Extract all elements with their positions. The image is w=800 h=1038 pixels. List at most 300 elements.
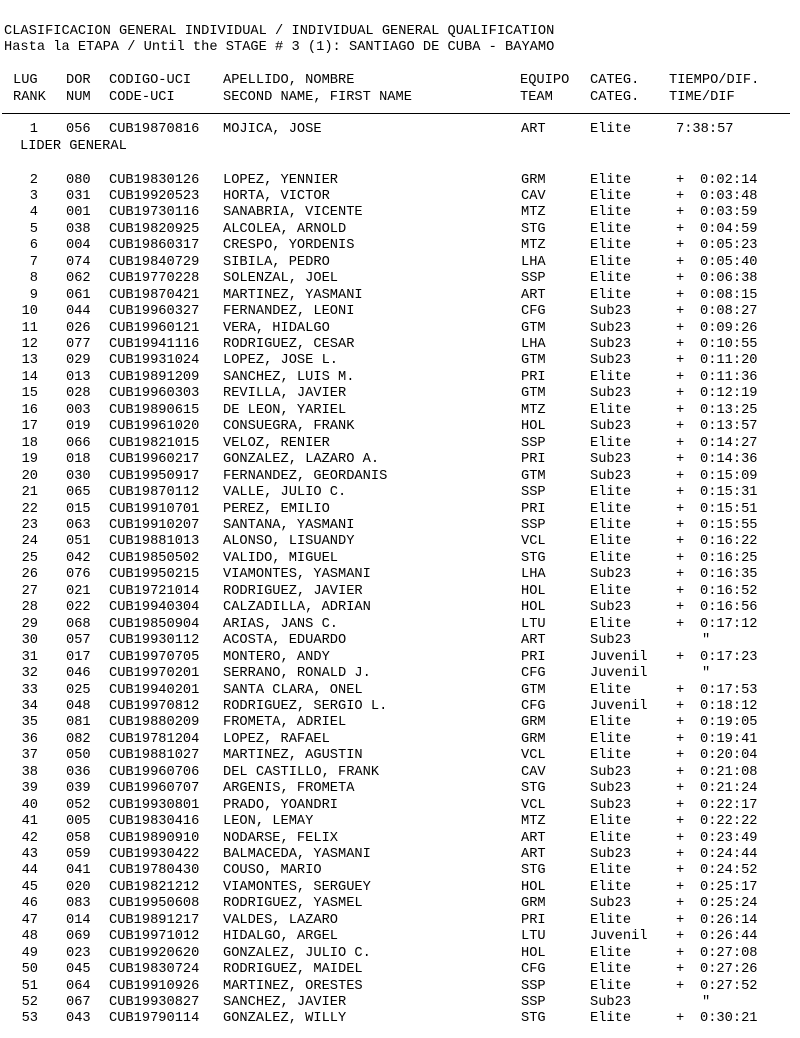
table-row xyxy=(0,452,800,468)
category-cell: Elite xyxy=(590,238,632,254)
code-cell: CUB19960121 xyxy=(109,320,200,336)
name-cell: VELOZ, RENIER xyxy=(223,435,330,451)
code-cell: CUB19910926 xyxy=(109,978,200,994)
code-cell: CUB19830126 xyxy=(109,172,200,188)
stage-subtitle: Hasta la ETAPA / Until the STAGE # 3 (1): SANTIAGO DE CUBA - BAYAMO xyxy=(4,40,555,55)
name-cell: RODRIGUEZ, CESAR xyxy=(223,337,355,352)
diff-sign: + xyxy=(676,254,685,270)
dor-cell: 063 xyxy=(66,518,91,533)
diff-sign: + xyxy=(676,550,685,566)
time-cell: 0:18:12 xyxy=(700,698,758,714)
team-cell: MTZ xyxy=(521,205,546,221)
dor-cell: 023 xyxy=(66,945,91,961)
col-rank-es: LUG xyxy=(13,73,38,88)
code-cell: CUB19941116 xyxy=(109,337,200,352)
code-cell: CUB19960327 xyxy=(109,304,200,320)
name-cell: GONZALEZ, LAZARO A. xyxy=(223,452,380,468)
code-cell: CUB19891217 xyxy=(109,912,200,928)
time-cell: 0:03:48 xyxy=(700,188,758,204)
rank-cell: 51 xyxy=(21,978,38,994)
table-row xyxy=(0,1011,800,1027)
table-row xyxy=(0,715,800,731)
category-cell: Sub23 xyxy=(590,468,632,484)
rank-cell: 19 xyxy=(21,452,38,468)
diff-sign: + xyxy=(676,337,685,352)
dor-cell: 064 xyxy=(66,978,91,994)
name-cell: VIAMONTES, YASMANI xyxy=(223,567,371,583)
dor-cell: 001 xyxy=(66,205,91,221)
rank-cell: 4 xyxy=(29,205,38,221)
table-row xyxy=(0,485,800,501)
diff-sign: + xyxy=(676,238,685,254)
category-cell: Juvenil xyxy=(590,929,648,945)
rank-cell: 23 xyxy=(21,518,38,533)
time-cell: 0:17:23 xyxy=(700,649,758,665)
name-cell: PEREZ, EMILIO xyxy=(223,501,330,517)
category-cell: Sub23 xyxy=(590,567,632,583)
team-cell: PRI xyxy=(521,912,546,928)
table-row xyxy=(0,781,800,797)
name-cell: MARTINEZ, ORESTES xyxy=(223,978,363,994)
rank-cell: 26 xyxy=(21,567,38,583)
table-row xyxy=(0,222,800,238)
rank-cell: 12 xyxy=(21,337,38,352)
code-cell: CUB19850502 xyxy=(109,550,200,566)
name-cell: VERA, HIDALGO xyxy=(223,320,330,336)
category-cell: Elite xyxy=(590,682,632,698)
dor-cell: 021 xyxy=(66,583,91,599)
code-cell: CUB19891209 xyxy=(109,369,200,385)
dor-cell: 029 xyxy=(66,353,91,369)
name-cell: SOLENZAL, JOEL xyxy=(223,271,338,287)
rank-cell: 17 xyxy=(21,419,38,435)
name-cell: SERRANO, RONALD J. xyxy=(223,666,371,681)
code-cell: CUB19950215 xyxy=(109,567,200,583)
category-cell: Sub23 xyxy=(590,600,632,616)
category-cell: Elite xyxy=(590,962,632,978)
code-cell: CUB19890615 xyxy=(109,402,200,418)
dor-cell: 066 xyxy=(66,435,91,451)
name-cell: CONSUEGRA, FRANK xyxy=(223,419,355,435)
diff-sign: + xyxy=(676,797,685,813)
name-cell: MOJICA, JOSE xyxy=(223,122,322,137)
rank-cell: 16 xyxy=(21,402,38,418)
col-cat-en: CATEG. xyxy=(590,90,640,105)
name-cell: COUSO, MARIO xyxy=(223,863,322,879)
rank-cell: 11 xyxy=(21,320,38,336)
col-cat-es: CATEG. xyxy=(590,73,640,88)
diff-sign: + xyxy=(676,863,685,879)
time-cell: 7:38:57 xyxy=(676,122,734,137)
code-cell: CUB19950917 xyxy=(109,468,200,484)
diff-sign: + xyxy=(676,682,685,698)
code-cell: CUB19930112 xyxy=(109,633,200,649)
code-cell: CUB19881027 xyxy=(109,748,200,764)
category-cell: Sub23 xyxy=(590,304,632,320)
category-cell: Sub23 xyxy=(590,764,632,780)
code-cell: CUB19721014 xyxy=(109,583,200,599)
table-row xyxy=(0,913,800,929)
code-cell: CUB19840729 xyxy=(109,254,200,270)
time-cell: 0:25:24 xyxy=(700,896,758,912)
col-name-es: APELLIDO, NOMBRE xyxy=(223,73,355,88)
code-cell: CUB19970812 xyxy=(109,698,200,714)
table-row xyxy=(0,255,800,271)
dor-cell: 028 xyxy=(66,386,91,402)
code-cell: CUB19870816 xyxy=(109,122,200,137)
diff-sign: + xyxy=(676,435,685,451)
table-row xyxy=(0,617,800,633)
diff-sign: + xyxy=(676,567,685,583)
category-cell: Sub23 xyxy=(590,337,632,352)
dor-cell: 048 xyxy=(66,698,91,714)
name-cell: ARGENIS, FROMETA xyxy=(223,781,355,797)
rank-cell: 27 xyxy=(21,583,38,599)
team-cell: STG xyxy=(521,781,546,797)
team-cell: ART xyxy=(521,633,546,649)
code-cell: CUB19830416 xyxy=(109,814,200,829)
name-cell: VALLE, JULIO C. xyxy=(223,485,347,501)
table-row xyxy=(0,534,800,550)
team-cell: MTZ xyxy=(521,238,546,254)
rank-cell: 45 xyxy=(21,879,38,895)
dor-cell: 042 xyxy=(66,550,91,566)
team-cell: LTU xyxy=(521,929,546,945)
table-row xyxy=(0,831,800,847)
category-cell: Elite xyxy=(590,879,632,895)
dor-cell: 061 xyxy=(66,287,91,303)
table-row xyxy=(0,633,800,649)
name-cell: SANTA CLARA, ONEL xyxy=(223,682,363,698)
table-row xyxy=(0,600,800,616)
rank-cell: 53 xyxy=(21,1011,38,1027)
team-cell: MTZ xyxy=(521,402,546,418)
diff-sign: + xyxy=(676,781,685,797)
col-rank-en: RANK xyxy=(13,90,46,105)
diff-sign: + xyxy=(676,386,685,402)
rank-cell: 2 xyxy=(29,172,38,188)
category-cell: Sub23 xyxy=(590,633,632,649)
rank-cell: 29 xyxy=(21,616,38,632)
code-cell: CUB19860317 xyxy=(109,238,200,254)
rank-cell: 49 xyxy=(21,945,38,961)
diff-sign: + xyxy=(676,353,685,369)
code-cell: CUB19781204 xyxy=(109,731,200,747)
time-cell: 0:21:24 xyxy=(700,781,758,797)
name-cell: CALZADILLA, ADRIAN xyxy=(223,600,371,616)
table-row xyxy=(0,880,800,896)
col-team-es: EQUIPO xyxy=(520,73,570,88)
diff-sign: + xyxy=(676,320,685,336)
name-cell: FERNANDEZ, LEONI xyxy=(223,304,355,320)
diff-sign: + xyxy=(676,616,685,632)
table-row xyxy=(0,189,800,205)
name-cell: VIAMONTES, SERGUEY xyxy=(223,879,371,895)
rank-cell: 22 xyxy=(21,501,38,517)
dor-cell: 067 xyxy=(66,995,91,1010)
team-cell: VCL xyxy=(521,534,546,550)
name-cell: LEON, LEMAY xyxy=(223,814,314,829)
rank-cell: 24 xyxy=(21,534,38,550)
category-cell: Sub23 xyxy=(590,896,632,912)
dor-cell: 020 xyxy=(66,879,91,895)
team-cell: LTU xyxy=(521,616,546,632)
team-cell: HOL xyxy=(521,879,546,895)
team-cell: ART xyxy=(521,846,546,862)
team-cell: SSP xyxy=(521,518,546,533)
rank-cell: 6 xyxy=(29,238,38,254)
category-cell: Sub23 xyxy=(590,995,632,1010)
name-cell: HIDALGO, ARGEL xyxy=(223,929,338,945)
diff-sign: + xyxy=(676,287,685,303)
team-cell: PRI xyxy=(521,452,546,468)
category-cell: Elite xyxy=(590,534,632,550)
name-cell: RODRIGUEZ, JAVIER xyxy=(223,583,363,599)
table-row xyxy=(0,304,800,320)
dor-cell: 057 xyxy=(66,633,91,649)
dor-cell: 043 xyxy=(66,1011,91,1027)
rank-cell: 31 xyxy=(21,649,38,665)
rank-cell: 28 xyxy=(21,600,38,616)
team-cell: CFG xyxy=(521,698,546,714)
team-cell: STG xyxy=(521,221,546,237)
time-cell: " xyxy=(702,633,711,649)
time-cell: 0:13:25 xyxy=(700,402,758,418)
time-cell: 0:22:17 xyxy=(700,797,758,813)
team-cell: LHA xyxy=(521,567,546,583)
table-row xyxy=(0,353,800,369)
time-cell: 0:16:56 xyxy=(700,600,758,616)
category-cell: Elite xyxy=(590,435,632,451)
rank-cell: 47 xyxy=(21,912,38,928)
team-cell: GRM xyxy=(521,172,546,188)
name-cell: VALIDO, MIGUEL xyxy=(223,550,338,566)
time-cell: 0:20:04 xyxy=(700,748,758,764)
code-cell: CUB19821015 xyxy=(109,435,200,451)
diff-sign: + xyxy=(676,1011,685,1027)
rank-cell: 41 xyxy=(21,814,38,829)
time-cell: 0:15:55 xyxy=(700,518,758,533)
rank-cell: 13 xyxy=(21,353,38,369)
dor-cell: 056 xyxy=(66,122,91,137)
time-cell: 0:15:31 xyxy=(700,485,758,501)
dor-cell: 015 xyxy=(66,501,91,517)
code-cell: CUB19920620 xyxy=(109,945,200,961)
category-cell: Sub23 xyxy=(590,386,632,402)
time-cell: 0:14:36 xyxy=(700,452,758,468)
table-row xyxy=(0,403,800,419)
team-cell: SSP xyxy=(521,995,546,1010)
category-cell: Elite xyxy=(590,550,632,566)
table-row xyxy=(0,666,800,682)
code-cell: CUB19780430 xyxy=(109,863,200,879)
rank-cell: 15 xyxy=(21,386,38,402)
table-row xyxy=(0,896,800,912)
time-cell: 0:11:36 xyxy=(700,369,758,385)
team-cell: VCL xyxy=(521,797,546,813)
team-cell: GRM xyxy=(521,715,546,731)
category-cell: Elite xyxy=(590,205,632,221)
diff-sign: + xyxy=(676,748,685,764)
diff-sign: + xyxy=(676,534,685,550)
rank-cell: 35 xyxy=(21,715,38,731)
rank-cell: 20 xyxy=(21,468,38,484)
rank-cell: 14 xyxy=(21,369,38,385)
col-time-en: TIME/DIF xyxy=(669,90,735,105)
dor-cell: 030 xyxy=(66,468,91,484)
code-cell: CUB19870112 xyxy=(109,485,200,501)
name-cell: PRADO, YOANDRI xyxy=(223,797,338,813)
name-cell: BALMACEDA, YASMANI xyxy=(223,846,371,862)
code-cell: CUB19910207 xyxy=(109,518,200,533)
table-row xyxy=(0,814,800,830)
dor-cell: 026 xyxy=(66,320,91,336)
category-cell: Sub23 xyxy=(590,797,632,813)
team-cell: SSP xyxy=(521,485,546,501)
category-cell: Sub23 xyxy=(590,781,632,797)
time-cell: 0:27:08 xyxy=(700,945,758,961)
code-cell: CUB19730116 xyxy=(109,205,200,221)
table-row xyxy=(0,271,800,287)
team-cell: CFG xyxy=(521,962,546,978)
col-code-es: CODIGO-UCI xyxy=(109,73,192,88)
time-cell: 0:15:09 xyxy=(700,468,758,484)
category-cell: Elite xyxy=(590,945,632,961)
code-cell: CUB19961020 xyxy=(109,419,200,435)
team-cell: GTM xyxy=(521,468,546,484)
category-cell: Elite xyxy=(590,715,632,731)
time-cell: 0:16:52 xyxy=(700,583,758,599)
team-cell: HOL xyxy=(521,419,546,435)
code-cell: CUB19931024 xyxy=(109,353,200,369)
time-cell: " xyxy=(702,995,711,1010)
diff-sign: + xyxy=(676,945,685,961)
rank-cell: 7 xyxy=(29,254,38,270)
name-cell: LOPEZ, RAFAEL xyxy=(223,731,330,747)
time-cell: 0:22:22 xyxy=(700,814,758,829)
team-cell: CAV xyxy=(521,764,546,780)
time-cell: 0:27:26 xyxy=(700,962,758,978)
rank-cell: 10 xyxy=(21,304,38,320)
rank-cell: 33 xyxy=(21,682,38,698)
dor-cell: 052 xyxy=(66,797,91,813)
category-cell: Elite xyxy=(590,616,632,632)
name-cell: SANCHEZ, JAVIER xyxy=(223,995,347,1010)
table-row xyxy=(0,979,800,995)
team-cell: GTM xyxy=(521,353,546,369)
time-cell: 0:13:57 xyxy=(700,419,758,435)
time-cell: 0:08:27 xyxy=(700,304,758,320)
code-cell: CUB19920523 xyxy=(109,188,200,204)
name-cell: ARIAS, JANS C. xyxy=(223,616,338,632)
name-cell: RODRIGUEZ, YASMEL xyxy=(223,896,363,912)
time-cell: 0:04:59 xyxy=(700,221,758,237)
diff-sign: + xyxy=(676,912,685,928)
team-cell: HOL xyxy=(521,600,546,616)
time-cell: 0:17:53 xyxy=(700,682,758,698)
code-cell: CUB19940201 xyxy=(109,682,200,698)
rank-cell: 9 xyxy=(29,287,38,303)
code-cell: CUB19830724 xyxy=(109,962,200,978)
team-cell: HOL xyxy=(521,583,546,599)
rank-cell: 48 xyxy=(21,929,38,945)
table-row xyxy=(0,962,800,978)
name-cell: SANABRIA, VICENTE xyxy=(223,205,363,221)
diff-sign: + xyxy=(676,731,685,747)
time-cell: 0:05:40 xyxy=(700,254,758,270)
table-row xyxy=(0,551,800,567)
diff-sign: + xyxy=(676,188,685,204)
category-cell: Elite xyxy=(590,731,632,747)
time-cell: 0:23:49 xyxy=(700,830,758,846)
category-cell: Elite xyxy=(590,221,632,237)
category-cell: Elite xyxy=(590,271,632,287)
category-cell: Elite xyxy=(590,1011,632,1027)
rank-cell: 46 xyxy=(21,896,38,912)
table-row xyxy=(0,370,800,386)
col-code-en: CODE-UCI xyxy=(109,90,175,105)
team-cell: SSP xyxy=(521,978,546,994)
rank-cell: 30 xyxy=(21,633,38,649)
table-row xyxy=(0,122,800,138)
diff-sign: + xyxy=(676,600,685,616)
category-cell: Juvenil xyxy=(590,666,648,681)
table-row xyxy=(0,238,800,254)
dor-cell: 004 xyxy=(66,238,91,254)
code-cell: CUB19821212 xyxy=(109,879,200,895)
category-cell: Sub23 xyxy=(590,320,632,336)
table-row xyxy=(0,748,800,764)
name-cell: MARTINEZ, AGUSTIN xyxy=(223,748,363,764)
table-row xyxy=(0,847,800,863)
diff-sign: + xyxy=(676,172,685,188)
name-cell: ACOSTA, EDUARDO xyxy=(223,633,347,649)
dor-cell: 077 xyxy=(66,337,91,352)
dor-cell: 045 xyxy=(66,962,91,978)
name-cell: FROMETA, ADRIEL xyxy=(223,715,347,731)
name-cell: CRESPO, YORDENIS xyxy=(223,238,355,254)
dor-cell: 076 xyxy=(66,567,91,583)
code-cell: CUB19960706 xyxy=(109,764,200,780)
rank-cell: 38 xyxy=(21,764,38,780)
category-cell: Sub23 xyxy=(590,353,632,369)
table-row xyxy=(0,946,800,962)
dor-cell: 050 xyxy=(66,748,91,764)
team-cell: STG xyxy=(521,863,546,879)
table-row xyxy=(0,765,800,781)
name-cell: GONZALEZ, JULIO C. xyxy=(223,945,371,961)
diff-sign: + xyxy=(676,698,685,714)
dor-cell: 080 xyxy=(66,172,91,188)
table-row xyxy=(0,863,800,879)
col-dor-en: NUM xyxy=(66,90,91,105)
diff-sign: + xyxy=(676,846,685,862)
code-cell: CUB19950608 xyxy=(109,896,200,912)
col-name-en: SECOND NAME, FIRST NAME xyxy=(223,90,412,105)
dor-cell: 003 xyxy=(66,402,91,418)
team-cell: STG xyxy=(521,550,546,566)
dor-cell: 082 xyxy=(66,731,91,747)
category-cell: Elite xyxy=(590,369,632,385)
diff-sign: + xyxy=(676,518,685,533)
rank-cell: 42 xyxy=(21,830,38,846)
rank-cell: 5 xyxy=(29,221,38,237)
diff-sign: + xyxy=(676,715,685,731)
team-cell: GTM xyxy=(521,386,546,402)
code-cell: CUB19940304 xyxy=(109,600,200,616)
category-cell: Elite xyxy=(590,254,632,270)
team-cell: PRI xyxy=(521,501,546,517)
